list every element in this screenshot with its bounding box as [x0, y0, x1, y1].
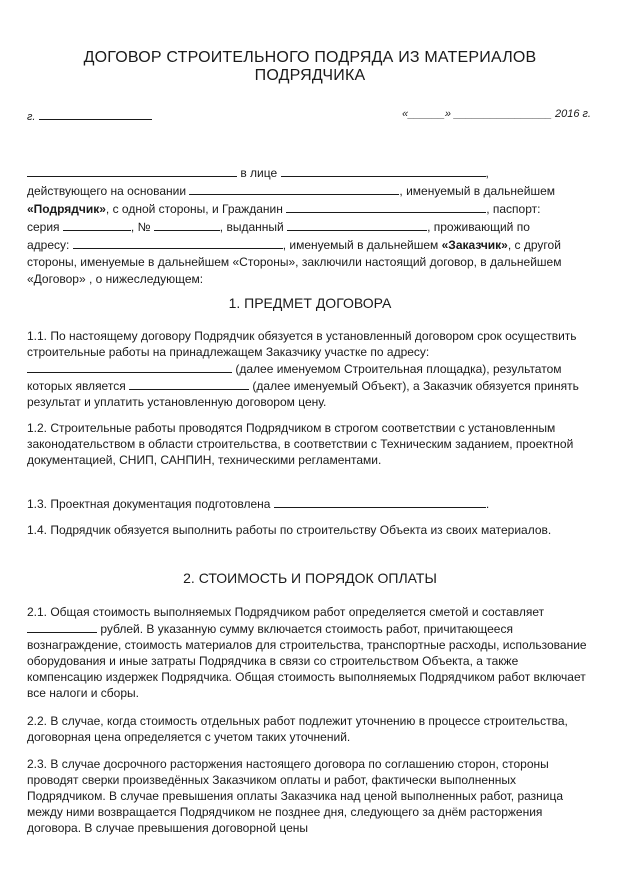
parties-text: в лице — [240, 166, 278, 180]
clause-1-1 — [27, 328, 593, 410]
parties-text: , проживающий по — [427, 220, 530, 234]
clause-text: (далее именуемый Объект), а Заказчик обязуется принять результат и уплатить установленную договором цену. — [27, 379, 579, 409]
blank — [281, 164, 486, 177]
blank — [274, 495, 486, 508]
blank — [129, 377, 249, 390]
contractor-term: «Подрядчик» — [27, 202, 106, 216]
clause-text: . — [485, 497, 490, 511]
parties-text: , № — [130, 220, 151, 234]
parties-text: , именуемый в дальнейшем — [282, 238, 439, 252]
parties-text: адресу: — [27, 238, 70, 252]
section-1-heading: 1. ПРЕДМЕТ ДОГОВОРА — [228, 295, 392, 311]
clause-text: 1.3. Проектная документация подготовлена — [27, 497, 271, 511]
blank — [27, 164, 237, 177]
title-line-2: ПОДРЯДЧИКА — [254, 67, 366, 84]
customer-term: «Заказчик» — [441, 238, 508, 252]
section-2-heading: 2. СТОИМОСТЬ И ПОРЯДОК ОПЛАТЫ — [183, 570, 437, 586]
document-title — [30, 49, 590, 85]
parties-paragraph: в лице , действующего на основании , именуемый в дальнейшем «Подрядчик», с одной стороны, и Гражданин , паспорт: серия , № , выданный , проживающий по адресу: , именуемый в дальнейшем «Заказчик», с другой стороны, именуемые в дальнейшем «Стороны», заключили настоящий договор, в дальнейшем «Договор» , о нижеследующем: — [27, 166, 562, 286]
blank — [286, 200, 486, 213]
clause-2-1 — [27, 604, 593, 701]
clause-1-3 — [27, 495, 593, 512]
parties-text: действующего на основании — [27, 184, 187, 198]
clause-text: 1.1. По настоящему договору Подрядчик обязуется в установленный договором срок осуществить строительные работы на принадлежащем Заказчику участке по адресу: — [27, 329, 577, 359]
clause-1-4: 1.4. Подрядчик обязуется выполнить работы по строительству Объекта из своих материалов. — [27, 523, 552, 537]
blank — [73, 236, 283, 249]
parties-text: , именуемый в дальнейшем — [399, 184, 555, 198]
blank — [27, 620, 97, 633]
clause-text: (далее именуемом Строительная площадка), результатом которых является — [27, 362, 562, 393]
city-blank — [39, 107, 152, 120]
parties-text: серия — [27, 220, 60, 234]
city-label: г. — [27, 111, 36, 123]
clause-2-3: 2.3. В случае досрочного расторжения настоящего договора по соглашению сторон, стороны проводят сверки произведённых Заказчиком оплаты и работ, фактически выполненных Подрядчиком. В случае превышения оплаты Заказчика над ценой выполненных работ, разница между ними возвращается Подрядчиком не позднее дня, следующего за днём расторжения договора. В случае превышения договорной цены — [27, 757, 564, 835]
clause-text: 2.1. Общая стоимость выполняемых Подрядчиком работ определяется сметой и составляет — [27, 605, 545, 619]
parties-text: , с одной стороны, и Гражданин — [105, 202, 283, 216]
clause-text: рублей. В указанную сумму включается стоимость работ, причитающееся вознаграждение, стоимость материалов для строительства, транспортные расходы, использование оборудования и иные затраты Подрядчика в связи со строительством Объекта, а также компенсацию издержек Подрядчика. Общая стоимость выполняемых Подрядчиком работ включает все налоги и сборы. — [27, 622, 587, 700]
blank — [63, 218, 131, 231]
title-line-1: ДОГОВОР СТРОИТЕЛЬНОГО ПОДРЯДА ИЗ МАТЕРИАЛОВ — [83, 49, 537, 66]
clause-1-2: 1.2. Строительные работы проводятся Подрядчиком в строгом соответствии с установленным законодательством в области строительства, в соответствии с Техническим заданием, проектной документацией, СНИП, САНПИН, техническими регламентами. — [27, 421, 574, 467]
parties-text: , паспорт: — [486, 202, 541, 216]
city-field — [27, 107, 152, 124]
blank — [189, 182, 399, 195]
blank — [154, 218, 220, 231]
parties-text: , с другой стороны, именуемые в дальнейшем «Стороны», заключили настоящий договор, в дальнейшем «Договор» , о нижеследующем: — [27, 238, 562, 286]
blank — [287, 218, 427, 231]
contract-date: «______» ________________ 2016 г. — [402, 108, 591, 120]
blank — [27, 360, 232, 373]
parties-text: , выданный — [219, 220, 284, 234]
clause-2-2: 2.2. В случае, когда стоимость отдельных работ подлежит уточнению в процессе строительства, договорная цена определяется с учетом таких уточнений. — [27, 714, 568, 744]
